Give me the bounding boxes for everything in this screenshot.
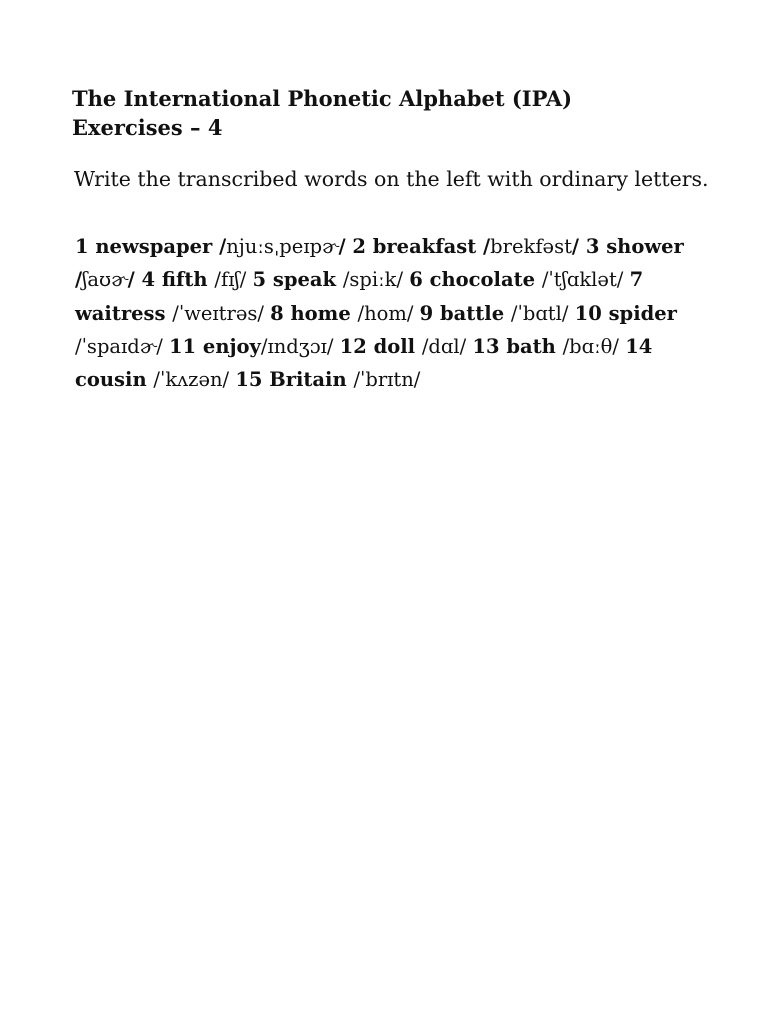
ipa-transcription: njuːsˌpeɪpɚ (226, 235, 339, 258)
exercise-line (75, 297, 755, 330)
exercise-word: 9 battle (419, 301, 511, 325)
ipa-transcription: /ɪndʒɔɪ/ (260, 334, 340, 358)
exercise-word: 11 enjoy (168, 334, 261, 358)
exercise-word: / 4 fifth (127, 268, 215, 292)
exercise-word: 15 Britain (235, 368, 354, 392)
exercise-word: cousin (75, 368, 154, 392)
exercise-word: 10 spider (574, 301, 677, 325)
exercise-word: / 2 breakfast / (338, 235, 491, 258)
exercise-line (75, 230, 755, 263)
ipa-transcription: /ˈbɑtl/ (510, 301, 575, 325)
exercise-line (75, 330, 755, 363)
exercise-word: 12 doll (339, 334, 422, 358)
exercise-word: 5 speak (252, 268, 343, 292)
exercise-paragraph (75, 230, 755, 396)
ipa-transcription: /spiːk/ (342, 268, 410, 292)
ipa-transcription: /fɪʃ/ (214, 268, 253, 292)
exercise-word: 13 bath (472, 334, 563, 358)
instruction-text: Write the transcribed words on the left with ordinary letters. (74, 167, 709, 191)
exercise-word: 14 (625, 334, 653, 358)
ipa-transcription: /ˈkʌzən/ (153, 368, 236, 392)
ipa-transcription: /ˈtʃɑklət/ (541, 268, 630, 292)
exercise-word: waitress (75, 301, 173, 325)
page-title (72, 84, 572, 142)
exercise-word: / 3 shower (571, 235, 684, 258)
exercise-word: / (75, 268, 83, 292)
exercise-word: 6 chocolate (409, 268, 542, 292)
exercise-line (75, 263, 755, 296)
exercise-word: 1 newspaper / (75, 235, 227, 258)
title-line-1: The International Phonetic Alphabet (IPA) (72, 86, 573, 111)
ipa-transcription: brekfəst (490, 235, 572, 258)
ipa-transcription: ʃaʊɚ (82, 268, 128, 292)
ipa-transcription: /bɑːθ/ (562, 334, 626, 358)
exercise-word: 7 (629, 268, 644, 292)
ipa-transcription: /ˈspaɪdɚ/ (75, 334, 169, 358)
title-line-2: Exercises – 4 (72, 115, 223, 140)
exercise-word: 8 home (270, 301, 358, 325)
ipa-transcription: /ˈbrɪtn/ (353, 368, 421, 392)
exercise-line (75, 363, 755, 396)
ipa-transcription: /hom/ (357, 301, 420, 325)
ipa-transcription: /ˈweɪtrəs/ (172, 301, 271, 325)
ipa-transcription: /dɑl/ (421, 334, 473, 358)
